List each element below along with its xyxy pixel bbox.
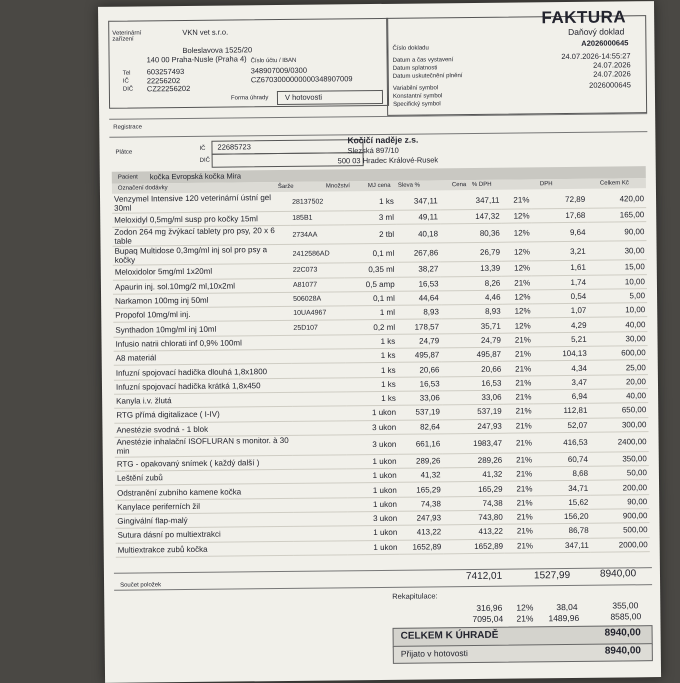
item-total: 1652,89	[474, 541, 504, 551]
col-name: Označení dodávky	[117, 185, 168, 192]
issue-date: 24.07.2026-14:55:27	[561, 51, 631, 62]
sum-label: Součet položek	[120, 582, 162, 589]
item-unit-price: 289,26	[415, 456, 441, 466]
payer-name: Kočičí naděje z.s.	[347, 134, 419, 146]
item-vat-amount: 3,21	[570, 246, 586, 256]
patient-value: kočka Evropská kočka Mira	[149, 171, 242, 182]
item-qty: 1 ks	[381, 379, 396, 389]
item-grand-total: 650,00	[621, 405, 647, 415]
item-grand-total: 25,00	[625, 362, 646, 372]
sum-grand: 8940,00	[599, 568, 637, 580]
item-vat-rate: 21%	[516, 469, 533, 479]
item-total: 495,87	[476, 349, 502, 360]
variable-symbol: 2026000645	[589, 80, 631, 90]
item-vat-rate: 21%	[516, 498, 533, 508]
item-qty: 0,1 ml	[372, 248, 395, 258]
item-total: 4,46	[484, 292, 501, 302]
item-vat-amount: 8,68	[572, 469, 589, 479]
item-total: 35,71	[480, 321, 501, 331]
item-name: Odstranění zubního kamene kočka	[117, 487, 242, 498]
item-grand-total: 40,00	[625, 319, 646, 330]
total-due-label: CELKEM K ÚHRADĚ	[400, 629, 499, 642]
variable-symbol-label: Variabilní symbol	[392, 85, 439, 92]
supplier-label: Veterinární zařízení	[112, 30, 142, 43]
item-grand-total: 20,00	[625, 377, 647, 387]
col-vat: % DPH	[471, 181, 492, 189]
item-qty: 1 ks	[380, 351, 396, 361]
item-grand-total: 600,00	[621, 348, 646, 358]
item-grand-total: 30,00	[624, 245, 645, 256]
col-unit: MJ cena	[367, 182, 391, 190]
item-qty: 0,35 ml	[368, 265, 395, 275]
item-name: Bupaq Multidose 0,3mg/ml inj sol pro psy a kočky	[114, 245, 268, 266]
item-grand-total: 10,00	[625, 305, 646, 315]
item-qty: 1 ukon	[373, 528, 398, 538]
item-vat-amount: 156,20	[563, 511, 589, 522]
item-name: A8 materiál	[115, 353, 157, 363]
invoice-subtitle: Daňový doklad	[568, 26, 625, 37]
item-vat-amount: 4,34	[571, 363, 587, 373]
item-unit-price: 20,66	[419, 364, 440, 375]
item-name: Meloxidolor 5mg/ml 1x20ml	[114, 267, 213, 278]
item-grand-total: 50,00	[626, 468, 647, 478]
item-unit-price: 49,11	[418, 212, 438, 222]
item-code	[293, 512, 347, 527]
item-name: Multiextrakce zubů kočka	[117, 544, 208, 555]
paid-cash-label: Přijato v hotovosti	[400, 648, 468, 659]
item-total: 8,93	[485, 307, 501, 317]
supplier-tel-label: Tel	[122, 70, 131, 77]
item-grand-total: 90,00	[624, 226, 645, 237]
item-name: Meloxidyl 0,5mg/ml susp pro kočky 15ml	[114, 214, 258, 225]
col-grand: Celkem Kč	[599, 180, 629, 187]
item-qty: 3 ukon	[373, 513, 398, 524]
item-vat-amount: 347,11	[564, 540, 589, 550]
registration-label: Registrace	[113, 124, 142, 131]
recap-row1-grand: 355,00	[612, 600, 639, 611]
supplier-iban: CZ6703000000000348907009	[250, 74, 353, 85]
item-vat-rate: 21%	[513, 194, 530, 205]
item-vat-rate: 12%	[514, 292, 531, 302]
item-vat-amount: 416,53	[563, 437, 588, 447]
item-qty: 3 ukon	[372, 422, 397, 432]
item-grand-total: 300,00	[621, 419, 647, 430]
item-vat-rate: 21%	[516, 483, 533, 494]
item-name: Zodon 264 mg žvýkací tablety pro psy, 20 x 6 table	[114, 226, 275, 247]
invoice-title: FAKTURA	[541, 7, 627, 28]
item-vat-amount: 104,13	[562, 349, 587, 359]
payer-city: 500 03 Hradec Králové-Rusek	[337, 155, 439, 166]
item-grand-total: 420,00	[619, 193, 645, 203]
item-unit-price: 247,93	[416, 513, 442, 523]
item-qty: 1 ukon	[372, 456, 397, 467]
item-unit-price: 347,11	[413, 195, 438, 206]
item-unit-price: 74,38	[420, 499, 441, 509]
item-unit-price: 661,16	[415, 439, 441, 449]
item-total: 16,53	[481, 378, 502, 388]
item-qty: 0,5 amp	[365, 279, 395, 289]
col-disc: Sleva %	[397, 182, 420, 189]
item-unit-price: 537,19	[415, 407, 440, 418]
item-unit-price: 16,53	[418, 279, 439, 289]
item-qty: 1 ks	[379, 196, 394, 206]
item-grand-total: 5,00	[629, 291, 646, 301]
item-qty: 1 ukon	[372, 499, 398, 509]
invoice-paper	[98, 1, 661, 683]
sum-vatamt: 1527,99	[533, 569, 571, 582]
item-grand-total: 15,00	[624, 262, 645, 272]
item-vat-amount: 1,07	[570, 306, 587, 316]
item-vat-amount: 0,54	[570, 291, 587, 302]
col-total: Cena	[451, 182, 467, 189]
item-unit-price: 495,87	[414, 350, 440, 360]
item-vat-amount: 34,71	[568, 483, 589, 493]
items-table	[112, 189, 650, 558]
item-total: 20,66	[481, 364, 502, 374]
item-vat-amount: 17,68	[565, 210, 586, 221]
due-date-label: Datum splatnosti	[392, 65, 438, 72]
item-vat-amount: 9,64	[569, 227, 586, 237]
item-vat-rate: 12%	[514, 263, 531, 274]
item-vat-rate: 21%	[516, 512, 533, 522]
supplier-tel: 603257493	[146, 67, 185, 77]
recap-row1-vatamt: 38,04	[556, 601, 578, 613]
item-total: 1983,47	[473, 438, 503, 448]
item-code: 2412586AD	[292, 250, 330, 258]
item-code	[292, 392, 346, 407]
item-vat-rate: 12%	[513, 247, 530, 257]
payer-dic-label: DIČ	[199, 157, 211, 164]
item-vat-rate: 21%	[515, 421, 532, 431]
item-unit-price: 165,29	[416, 484, 441, 495]
item-vat-amount: 52,07	[567, 420, 588, 430]
item-vat-amount: 112,81	[563, 406, 588, 416]
item-total: 289,26	[477, 455, 503, 465]
item-code: A81077	[292, 281, 318, 289]
item-vat-amount: 72,89	[565, 194, 586, 204]
item-vat-rate: 21%	[514, 278, 531, 288]
supplier-name: VKN vet s.r.o.	[182, 27, 229, 38]
item-qty: 1 ukon	[371, 408, 397, 418]
item-vat-rate: 21%	[514, 335, 531, 345]
item-total: 13,39	[480, 264, 501, 274]
item-qty: 0,2 ml	[373, 322, 396, 332]
item-name: Sutura dásní po multiextrakci	[117, 530, 221, 541]
recap-row2-grand: 8585,00	[610, 611, 642, 622]
item-vat-rate: 12%	[513, 211, 530, 221]
item-code	[293, 435, 347, 456]
item-total: 743,80	[478, 512, 503, 523]
item-unit-price: 40,18	[417, 229, 439, 239]
item-name: Propofol 10mg/ml inj.	[115, 310, 191, 321]
item-name: Narkamon 100mg inj 50ml	[115, 295, 209, 306]
item-code	[292, 363, 346, 378]
item-total: 33,06	[481, 392, 502, 403]
patient-label: Pacient	[117, 174, 138, 181]
item-code	[292, 349, 346, 364]
item-vat-rate: 21%	[515, 378, 532, 388]
supplier-ic: 22256202	[146, 76, 181, 86]
item-name: Kanylace periferních žil	[117, 501, 201, 512]
supplier-account: 348907009/0300	[250, 65, 308, 76]
item-unit-price: 82,64	[420, 422, 441, 432]
item-qty: 2 tbl	[378, 229, 395, 239]
specific-symbol-label: Specifický symbol	[393, 101, 441, 108]
tax-date-label: Datum uskutečnění plnění	[392, 73, 463, 80]
item-vat-rate: 12%	[514, 306, 531, 316]
item-unit-price: 16,53	[419, 379, 440, 389]
payment-value: V hotovosti	[284, 92, 323, 102]
item-name: RTG - opakovaný snímek ( každý další )	[116, 458, 260, 469]
item-vat-rate: 21%	[516, 455, 533, 465]
item-code	[293, 455, 347, 470]
item-name: Infuzní spojovací hadička krátká 1,8x450	[115, 381, 261, 392]
issue-date-label: Datum a čas vystavení	[392, 57, 454, 64]
payer-street: Slezská 897/10	[347, 145, 399, 156]
item-vat-amount: 15,62	[568, 497, 589, 507]
item-qty: 1 ml	[379, 308, 396, 318]
item-grand-total: 10,00	[624, 276, 645, 287]
item-total: 8,26	[484, 278, 501, 288]
payer-ic: 22685723	[217, 142, 251, 152]
item-code	[291, 335, 345, 350]
item-code	[293, 498, 347, 513]
item-total: 80,36	[479, 228, 500, 238]
item-total: 26,79	[479, 247, 501, 257]
item-qty: 1 ukon	[372, 471, 397, 481]
item-vat-amount: 5,21	[571, 334, 587, 344]
tax-date: 24.07.2026	[593, 69, 631, 79]
payer-ic-label: IČ	[199, 145, 206, 152]
doc-number-label: Číslo dokladu	[392, 45, 429, 52]
recap-row2-vat: 21%	[516, 613, 534, 624]
item-vat-rate: 12%	[514, 321, 531, 331]
item-code	[293, 469, 347, 484]
item-grand-total: 90,00	[627, 497, 648, 507]
item-vat-rate: 21%	[515, 406, 532, 416]
item-vat-amount: 6,94	[571, 391, 588, 402]
item-vat-amount: 1,74	[570, 277, 587, 287]
item-name: Venzymel Intensive 120 veterinární ústní gel 30ml	[113, 193, 272, 213]
item-name: Infuzní spojovací hadička dlouhá 1,8x1800	[115, 366, 268, 378]
item-vat-amount: 60,74	[567, 454, 588, 465]
item-code: 28137502	[292, 198, 324, 206]
payment-label: Forma úhrady	[230, 95, 269, 102]
item-code: 185B1	[292, 214, 313, 223]
item-code	[293, 483, 347, 498]
item-qty: 0,1 ml	[372, 293, 395, 304]
item-qty: 3 ukon	[372, 439, 397, 449]
item-code: 10UA4967	[293, 309, 327, 318]
item-unit-price: 24,79	[419, 336, 440, 346]
item-total: 537,19	[477, 407, 502, 417]
item-name: Leštění zubů	[116, 473, 163, 484]
supplier-address2: 140 00 Praha-Nusle (Praha 4)	[146, 54, 247, 65]
recap-row1-total: 316,96	[476, 602, 503, 613]
item-grand-total: 200,00	[622, 482, 648, 493]
item-vat-rate: 12%	[513, 228, 530, 238]
item-unit-price: 178,57	[414, 321, 440, 332]
item-grand-total: 900,00	[622, 511, 648, 521]
item-code	[294, 540, 348, 555]
item-unit-price: 44,64	[418, 293, 439, 303]
item-qty: 1 ukon	[372, 485, 397, 495]
paid-cash-value: 8940,00	[604, 645, 642, 657]
item-grand-total: 2000,00	[618, 539, 648, 550]
item-code: 506028A	[293, 295, 322, 303]
item-code: 2734AA	[292, 231, 318, 239]
supplier-account-label: Číslo účtu / IBAN	[250, 57, 297, 65]
item-total: 147,32	[475, 211, 500, 222]
registration-line	[109, 113, 647, 120]
item-qty: 1 ks	[381, 393, 396, 404]
item-vat-rate: 21%	[515, 392, 532, 402]
item-name: Kanyla i.v. žlutá	[116, 396, 172, 406]
item-vat-rate: 21%	[515, 438, 532, 448]
item-code: 22C073	[292, 267, 318, 275]
item-grand-total: 2400,00	[617, 437, 647, 447]
supplier-address1: Boleslavova 1525/20	[182, 45, 253, 56]
item-grand-total: 40,00	[626, 391, 647, 401]
item-vat-rate: 21%	[516, 526, 533, 537]
item-name: Infusio natrii chlorati inf 0,9% 100ml	[115, 338, 242, 349]
item-unit-price: 38,27	[418, 264, 439, 275]
item-qty: 1 ukon	[373, 542, 398, 552]
item-unit-price: 413,22	[416, 527, 442, 538]
sum-total: 7412,01	[465, 570, 503, 583]
items-body	[112, 189, 650, 557]
item-qty: 1 ks	[380, 365, 396, 375]
item-qty: 3 ml	[378, 212, 395, 223]
recap-row2-vatamt: 1489,96	[548, 612, 580, 624]
item-qty: 1 ks	[380, 336, 396, 346]
item-vat-rate: 21%	[516, 541, 534, 551]
item-code	[292, 378, 346, 393]
supplier-ic-label: IČ	[122, 78, 129, 85]
item-grand-total: 500,00	[623, 525, 648, 535]
col-qty: Množství	[325, 183, 350, 190]
item-vat-rate: 21%	[514, 349, 532, 359]
item-grand-total: 30,00	[625, 334, 646, 344]
item-vat-rate: 21%	[515, 363, 532, 374]
supplier-dic: CZ22256202	[146, 83, 191, 94]
sum-line-bottom	[114, 584, 652, 591]
item-unit-price: 33,06	[419, 393, 440, 403]
item-unit-price: 8,93	[423, 307, 439, 317]
item-total: 165,29	[477, 484, 503, 494]
col-vatamt: DPH	[539, 181, 553, 188]
item-code	[293, 526, 347, 541]
item-code	[292, 406, 346, 421]
item-name: Apaurin inj. sol.10mg/2 ml,10x2ml	[114, 281, 236, 292]
supplier-dic-label: DIČ	[122, 86, 134, 93]
recap-row2-total: 7095,04	[472, 613, 504, 625]
item-total: 24,79	[480, 335, 501, 345]
item-vat-amount: 86,78	[568, 526, 589, 536]
item-total: 347,11	[475, 195, 500, 205]
item-unit-price: 267,86	[413, 248, 439, 258]
item-code	[292, 420, 346, 435]
invoice-number: A2026000645	[581, 38, 629, 48]
item-vat-amount: 1,61	[570, 263, 586, 273]
item-name: Synthadon 10mg/ml inj 10ml	[115, 324, 217, 335]
item-total: 247,93	[477, 421, 502, 431]
payer-label: Plátce	[115, 149, 133, 156]
item-unit-price: 41,32	[420, 470, 441, 480]
item-total: 74,38	[482, 498, 503, 508]
item-total: 41,32	[482, 469, 503, 480]
item-code: 25D107	[293, 324, 318, 332]
item-vat-amount: 3,47	[571, 377, 588, 387]
item-grand-total: 350,00	[622, 454, 647, 464]
total-due-value: 8940,00	[604, 627, 641, 639]
due-date: 24.07.2026	[593, 60, 631, 70]
col-code: Šarže	[277, 183, 294, 191]
item-name: Anestézie svodná - 1 blok	[116, 424, 209, 435]
sum-line	[114, 567, 652, 574]
item-total: 413,22	[478, 527, 504, 537]
item-unit-price: 1652,89	[412, 542, 442, 552]
recap-row1-vat: 12%	[516, 602, 534, 613]
item-name: Gingivální flap-malý	[117, 516, 188, 526]
constant-symbol-label: Konstantní symbol	[392, 93, 443, 100]
recap-label: Rekapitulace:	[392, 591, 438, 601]
item-name: RTG přímá digitalizace ( I-IV)	[116, 410, 220, 421]
item-grand-total: 165,00	[619, 210, 645, 220]
item-vat-amount: 4,29	[570, 320, 587, 330]
item-name: Anestézie inhalační ISOFLURAN s monitor. à 30 min	[116, 436, 289, 457]
